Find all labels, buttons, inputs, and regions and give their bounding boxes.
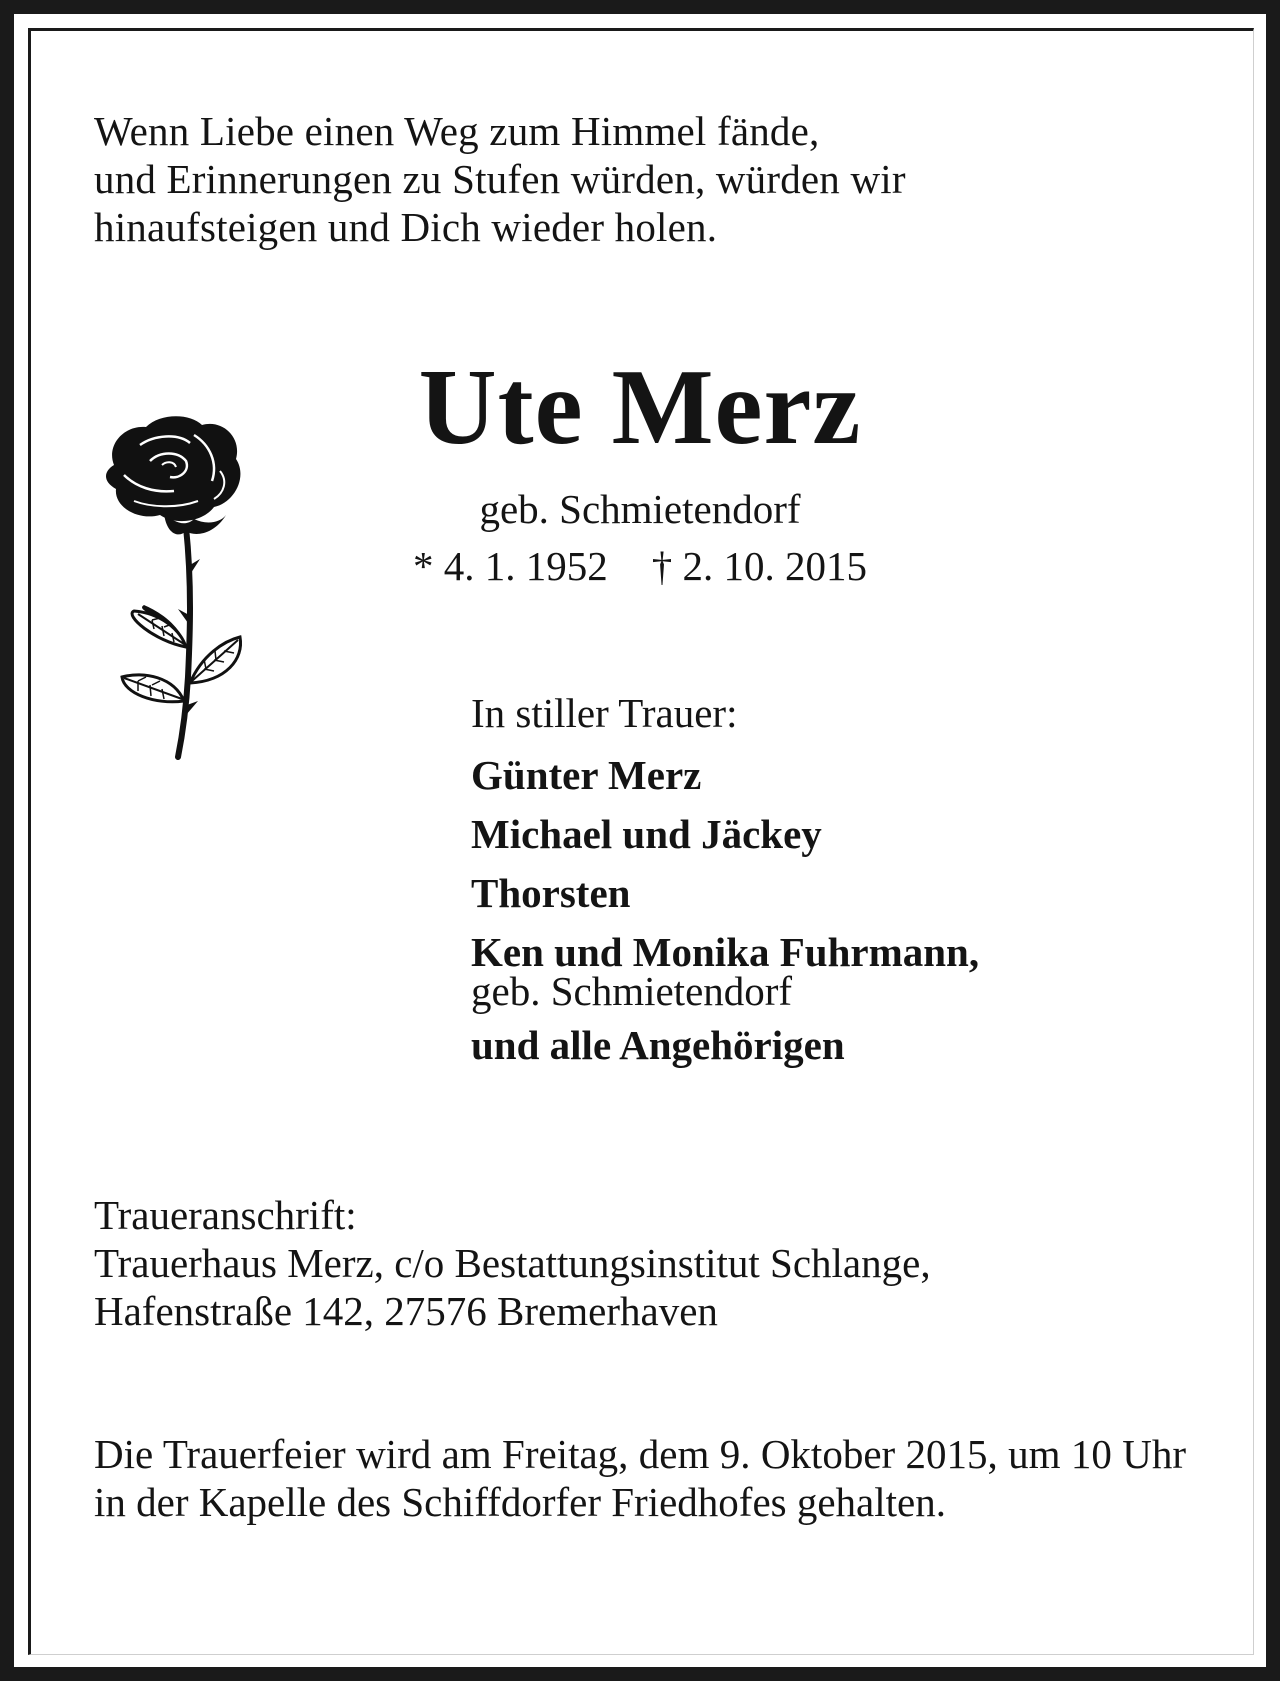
mourner-name: Ken und Monika Fuhrmann, (471, 929, 980, 975)
deceased-name: Ute Merz (418, 348, 862, 467)
mourning-address (94, 1191, 1194, 1335)
birth-date: * 4. 1. 1952 (413, 543, 608, 589)
poem-line: und Erinnerungen zu Stufen würden, würden wir (94, 156, 906, 202)
address-line: Trauerhaus Merz, c/o Bestattungsinstitut Schlange, (94, 1240, 931, 1286)
life-dates (340, 541, 940, 591)
address-label: Traueranschrift: (94, 1192, 357, 1238)
death-date: † 2. 10. 2015 (651, 543, 867, 589)
mourners-block (471, 688, 1191, 1075)
rose-icon (94, 415, 254, 760)
poem-line: hinaufsteigen und Dich wieder holen. (94, 204, 718, 250)
poem-line: Wenn Liebe einen Weg zum Himmel fände, (94, 108, 820, 154)
mourner-maiden-note: geb. Schmietendorf (471, 968, 793, 1014)
mourner-name: Thorsten (471, 870, 631, 916)
mourners-closing: und alle Angehörigen (471, 1022, 845, 1068)
mourner-name: Michael und Jäckey (471, 811, 822, 857)
mourners-intro: In stiller Trauer: (471, 690, 738, 736)
ceremony-notice: Die Trauerfeier wird am Freitag, dem 9. Oktober 2015, um 10 Uhr in der Kapelle des Schiffdorfer Friedhofes gehalten. (94, 1431, 1186, 1525)
mourner-name: Günter Merz (471, 752, 702, 798)
deceased-maiden-name: geb. Schmietendorf (479, 486, 801, 532)
address-line: Hafenstraße 142, 27576 Bremerhaven (94, 1288, 718, 1334)
poem (94, 107, 1194, 251)
